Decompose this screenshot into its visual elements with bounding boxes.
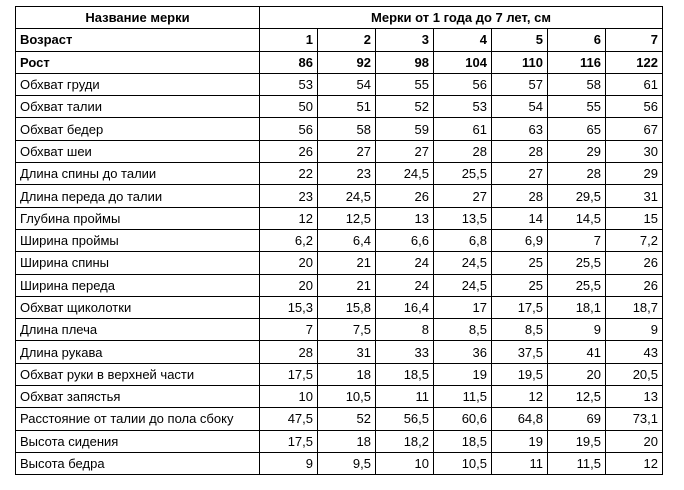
measurement-value: 10,5	[318, 386, 376, 408]
measurement-name: Обхват шеи	[16, 140, 260, 162]
measurement-value: 55	[548, 96, 606, 118]
measurements-sheet	[15, 6, 663, 475]
measurement-value: 23	[318, 163, 376, 185]
measurement-value: 73,1	[606, 408, 663, 430]
measurement-value: 10	[260, 386, 318, 408]
measurement-value: 26	[606, 252, 663, 274]
measurement-value: 47,5	[260, 408, 318, 430]
measurement-value: 53	[434, 96, 492, 118]
measurement-value: 29	[606, 163, 663, 185]
measurement-row	[16, 430, 663, 452]
measurement-value: 61	[434, 118, 492, 140]
measurement-value: 54	[318, 73, 376, 95]
measurement-value: 56,5	[376, 408, 434, 430]
measurement-value: 26	[260, 140, 318, 162]
measurement-value: 24,5	[318, 185, 376, 207]
measurements-table	[15, 6, 663, 475]
measurement-value: 10	[376, 452, 434, 474]
measurement-row	[16, 341, 663, 363]
table-body	[16, 7, 663, 475]
height-row	[16, 51, 663, 73]
measurement-name: Обхват бедер	[16, 118, 260, 140]
measurement-value: 9,5	[318, 452, 376, 474]
measurement-value: 28	[260, 341, 318, 363]
measurement-value: 61	[606, 73, 663, 95]
measurement-name: Обхват талии	[16, 96, 260, 118]
measurement-value: 13	[376, 207, 434, 229]
measurement-value: 28	[434, 140, 492, 162]
measurement-value: 6,9	[492, 229, 548, 251]
measurement-value: 15,8	[318, 296, 376, 318]
height-cell: 104	[434, 51, 492, 73]
measurement-name: Ширина проймы	[16, 229, 260, 251]
header-group-title: Мерки от 1 года до 7 лет, см	[260, 7, 663, 29]
age-cell: 2	[318, 29, 376, 51]
measurement-value: 9	[606, 319, 663, 341]
measurement-value: 12	[606, 452, 663, 474]
measurement-row	[16, 319, 663, 341]
measurement-value: 24	[376, 252, 434, 274]
measurement-row	[16, 163, 663, 185]
measurement-row	[16, 207, 663, 229]
measurement-value: 25,5	[434, 163, 492, 185]
measurement-value: 11,5	[434, 386, 492, 408]
measurement-value: 31	[318, 341, 376, 363]
measurement-value: 21	[318, 252, 376, 274]
measurement-name: Обхват руки в верхней части	[16, 363, 260, 385]
measurement-value: 25,5	[548, 274, 606, 296]
measurement-row	[16, 118, 663, 140]
height-cell: 116	[548, 51, 606, 73]
measurement-value: 59	[376, 118, 434, 140]
measurement-value: 7	[260, 319, 318, 341]
height-cell: 98	[376, 51, 434, 73]
measurement-value: 24,5	[434, 252, 492, 274]
measurement-value: 56	[606, 96, 663, 118]
measurement-value: 17,5	[492, 296, 548, 318]
height-cell: 110	[492, 51, 548, 73]
measurement-value: 56	[434, 73, 492, 95]
measurement-value: 17,5	[260, 430, 318, 452]
measurement-value: 9	[260, 452, 318, 474]
measurement-value: 9	[548, 319, 606, 341]
measurement-value: 15,3	[260, 296, 318, 318]
measurement-row	[16, 386, 663, 408]
measurement-value: 25	[492, 252, 548, 274]
measurement-row	[16, 363, 663, 385]
age-row	[16, 29, 663, 51]
measurement-value: 6,2	[260, 229, 318, 251]
measurement-value: 51	[318, 96, 376, 118]
measurement-value: 65	[548, 118, 606, 140]
measurement-value: 17	[434, 296, 492, 318]
measurement-value: 19	[434, 363, 492, 385]
measurement-value: 31	[606, 185, 663, 207]
measurement-name: Обхват груди	[16, 73, 260, 95]
measurement-value: 19	[492, 430, 548, 452]
measurement-value: 23	[260, 185, 318, 207]
measurement-value: 25,5	[548, 252, 606, 274]
measurement-value: 37,5	[492, 341, 548, 363]
measurement-name: Длина плеча	[16, 319, 260, 341]
measurement-value: 12,5	[318, 207, 376, 229]
measurement-value: 20	[260, 274, 318, 296]
measurement-value: 26	[376, 185, 434, 207]
measurement-value: 19,5	[548, 430, 606, 452]
measurement-value: 10,5	[434, 452, 492, 474]
height-cell: 122	[606, 51, 663, 73]
measurement-value: 63	[492, 118, 548, 140]
measurement-value: 29,5	[548, 185, 606, 207]
measurement-name: Длина переда до талии	[16, 185, 260, 207]
measurement-value: 52	[376, 96, 434, 118]
measurement-value: 24,5	[434, 274, 492, 296]
measurement-name: Высота бедра	[16, 452, 260, 474]
measurement-value: 17,5	[260, 363, 318, 385]
age-cell: 6	[548, 29, 606, 51]
measurement-value: 27	[376, 140, 434, 162]
measurement-value: 27	[492, 163, 548, 185]
measurement-row	[16, 274, 663, 296]
measurement-value: 12,5	[548, 386, 606, 408]
measurement-value: 20	[260, 252, 318, 274]
measurement-name: Обхват запястья	[16, 386, 260, 408]
measurement-value: 13	[606, 386, 663, 408]
measurement-value: 20,5	[606, 363, 663, 385]
age-cell: 5	[492, 29, 548, 51]
measurement-name: Ширина спины	[16, 252, 260, 274]
measurement-row	[16, 73, 663, 95]
measurement-value: 11	[376, 386, 434, 408]
measurement-value: 28	[548, 163, 606, 185]
measurement-value: 11,5	[548, 452, 606, 474]
height-row-label: Рост	[16, 51, 260, 73]
measurement-value: 58	[318, 118, 376, 140]
measurement-value: 8,5	[434, 319, 492, 341]
height-cell: 92	[318, 51, 376, 73]
measurement-name: Расстояние от талии до пола сбоку	[16, 408, 260, 430]
measurement-value: 18,2	[376, 430, 434, 452]
measurement-value: 6,4	[318, 229, 376, 251]
age-cell: 1	[260, 29, 318, 51]
measurement-value: 57	[492, 73, 548, 95]
measurement-value: 18,5	[376, 363, 434, 385]
measurement-value: 12	[492, 386, 548, 408]
measurement-value: 28	[492, 185, 548, 207]
measurement-value: 67	[606, 118, 663, 140]
measurement-value: 24	[376, 274, 434, 296]
measurement-value: 60,6	[434, 408, 492, 430]
measurement-value: 20	[548, 363, 606, 385]
measurement-value: 27	[318, 140, 376, 162]
measurement-value: 64,8	[492, 408, 548, 430]
measurement-value: 28	[492, 140, 548, 162]
measurement-row	[16, 296, 663, 318]
height-cell: 86	[260, 51, 318, 73]
measurement-value: 13,5	[434, 207, 492, 229]
measurement-value: 69	[548, 408, 606, 430]
measurement-name: Обхват щиколотки	[16, 296, 260, 318]
measurement-value: 22	[260, 163, 318, 185]
measurement-value: 7,2	[606, 229, 663, 251]
measurement-value: 53	[260, 73, 318, 95]
measurement-value: 26	[606, 274, 663, 296]
measurement-value: 6,8	[434, 229, 492, 251]
measurement-value: 11	[492, 452, 548, 474]
header-name-cell: Название мерки	[16, 7, 260, 29]
measurement-name: Длина спины до талии	[16, 163, 260, 185]
measurement-value: 54	[492, 96, 548, 118]
measurement-name: Высота сидения	[16, 430, 260, 452]
measurement-value: 29	[548, 140, 606, 162]
measurement-value: 55	[376, 73, 434, 95]
measurement-value: 18	[318, 363, 376, 385]
measurement-value: 8	[376, 319, 434, 341]
measurement-value: 7	[548, 229, 606, 251]
measurement-value: 43	[606, 341, 663, 363]
measurement-value: 15	[606, 207, 663, 229]
measurement-value: 18	[318, 430, 376, 452]
measurement-row	[16, 96, 663, 118]
measurement-value: 16,4	[376, 296, 434, 318]
header-row	[16, 7, 663, 29]
measurement-value: 18,1	[548, 296, 606, 318]
measurement-value: 27	[434, 185, 492, 207]
measurement-value: 30	[606, 140, 663, 162]
age-row-label: Возраст	[16, 29, 260, 51]
measurement-row	[16, 452, 663, 474]
measurement-value: 50	[260, 96, 318, 118]
measurement-row	[16, 229, 663, 251]
measurement-name: Длина рукава	[16, 341, 260, 363]
measurement-value: 20	[606, 430, 663, 452]
age-cell: 4	[434, 29, 492, 51]
age-cell: 7	[606, 29, 663, 51]
measurement-value: 52	[318, 408, 376, 430]
measurement-value: 14,5	[548, 207, 606, 229]
measurement-value: 8,5	[492, 319, 548, 341]
measurement-value: 7,5	[318, 319, 376, 341]
measurement-value: 18,7	[606, 296, 663, 318]
measurement-value: 18,5	[434, 430, 492, 452]
measurement-name: Глубина проймы	[16, 207, 260, 229]
measurement-value: 12	[260, 207, 318, 229]
measurement-row	[16, 140, 663, 162]
measurement-value: 58	[548, 73, 606, 95]
measurement-row	[16, 185, 663, 207]
measurement-row	[16, 408, 663, 430]
measurement-value: 56	[260, 118, 318, 140]
measurement-name: Ширина переда	[16, 274, 260, 296]
measurement-value: 21	[318, 274, 376, 296]
measurement-value: 19,5	[492, 363, 548, 385]
measurement-value: 6,6	[376, 229, 434, 251]
measurement-value: 33	[376, 341, 434, 363]
measurement-value: 24,5	[376, 163, 434, 185]
measurement-value: 36	[434, 341, 492, 363]
age-cell: 3	[376, 29, 434, 51]
measurement-value: 41	[548, 341, 606, 363]
measurement-row	[16, 252, 663, 274]
measurement-value: 14	[492, 207, 548, 229]
measurement-value: 25	[492, 274, 548, 296]
